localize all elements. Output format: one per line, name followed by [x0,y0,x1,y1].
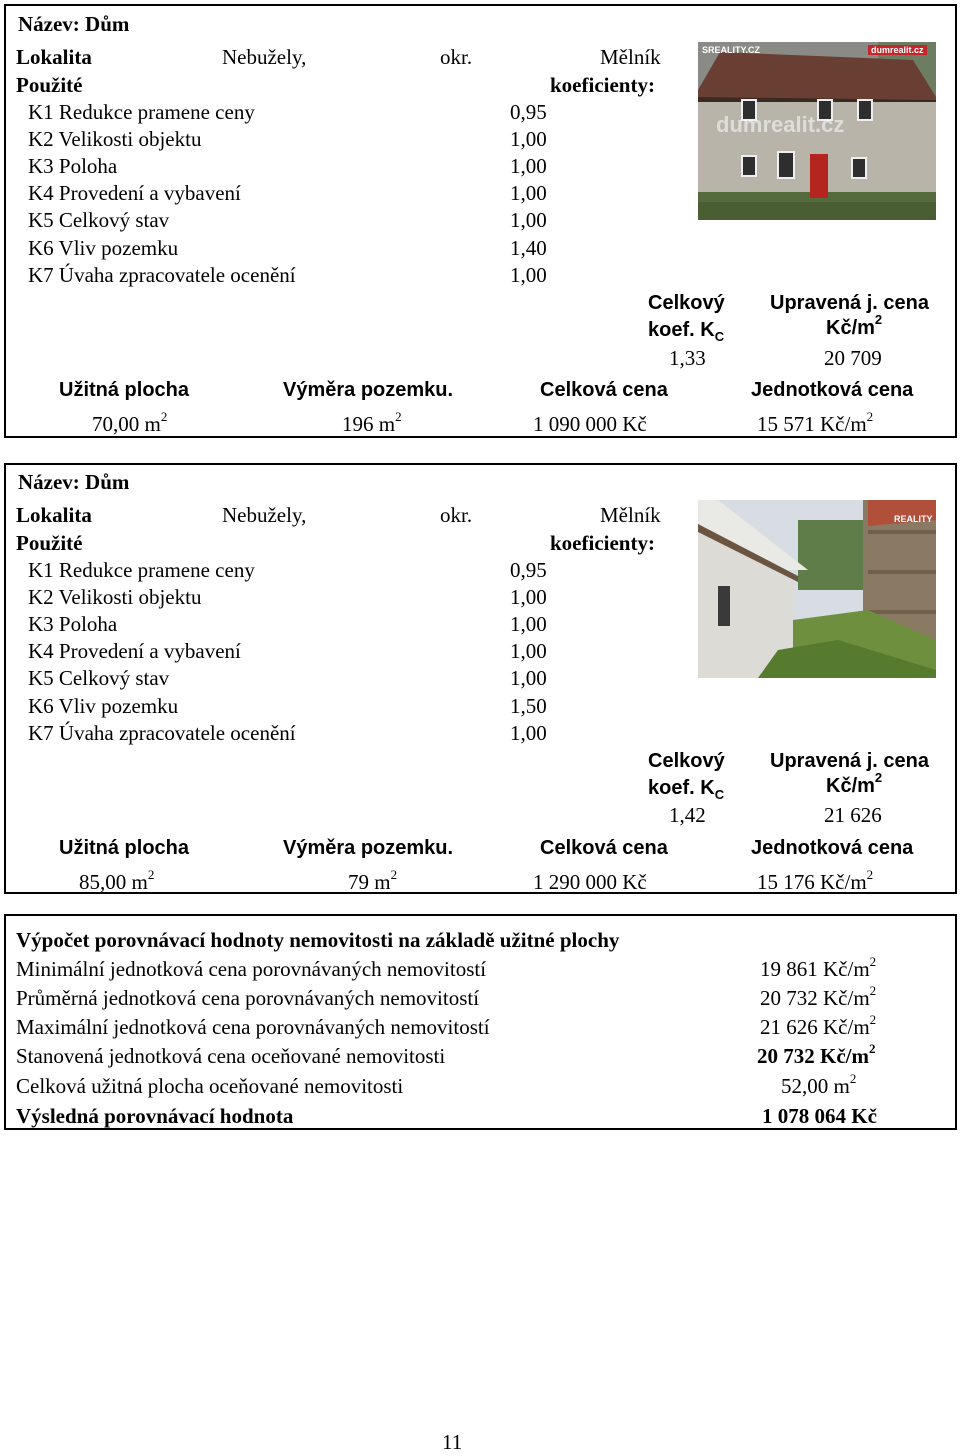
value-land-area [348,869,397,896]
total-coef-kc-text: koef. K [648,319,715,341]
coef-value-k2: 1,00 [510,585,547,609]
sup-2: 2 [395,409,402,424]
adjusted-price-label: Upravená j. cena [770,292,929,314]
coef-value-k5: 1,00 [510,208,547,232]
value-land-area-text: 79 m [348,870,391,894]
total-coef-kc-sub: C [714,329,725,344]
coef-label-k7: K7 Úvaha zpracovatele ocenění [28,263,296,287]
summary-value-min-text: 19 861 Kč/m [760,957,870,981]
coefficients-label: koeficienty: [550,531,655,555]
adjusted-price-label: Upravená j. cena [770,750,929,772]
coef-value-k1: 0,95 [510,558,547,582]
header-total-price: Celková cena [540,837,668,859]
coef-value-k7: 1,00 [510,263,547,287]
location-district-abbr: okr. [440,45,473,69]
summary-value-area-text: 52,00 m [781,1074,850,1098]
coef-label-k3: K3 Poloha [28,612,118,636]
coef-label-k4: K4 Provedení a vybavení [28,181,241,205]
summary-title: Výpočet porovnávací hodnoty nemovitosti na základě užitné plochy [16,928,620,952]
coef-label-k2: K2 Velikosti objektu [28,585,202,609]
sup-2: 2 [869,1012,877,1027]
adjusted-price-value: 21 626 [824,803,882,827]
summary-label-min: Minimální jednotková cena porovnávaných nemovitostí [16,957,487,981]
sup-2: 2 [869,954,877,969]
coef-label-k1: K1 Redukce pramene ceny [28,100,255,124]
property-title: Název: Dům [18,12,130,36]
sup-2: 2 [866,867,874,882]
location-label: Lokalita [16,45,92,69]
coef-value-k4: 1,00 [510,181,547,205]
summary-label-max: Maximální jednotková cena porovnávaných nemovitostí [16,1015,490,1039]
coef-label-k2: K2 Velikosti objektu [28,127,202,151]
header-total-price: Celková cena [540,379,668,401]
coef-label-k5: K5 Celkový stav [28,208,170,232]
property-photo-1 [698,42,936,220]
bottom-rule-1b [718,436,956,438]
coef-value-k3: 1,00 [510,154,547,178]
coef-label-k3: K3 Poloha [28,154,118,178]
coef-label-k6: K6 Vliv pozemku [28,694,179,718]
property-photo-2 [698,500,936,678]
summary-label-set: Stanovená jednotková cena oceňované nemovitosti [16,1044,446,1068]
summary-value-set [757,1043,875,1070]
result-value: 1 078 064 Kč [762,1104,877,1128]
total-coef-label: Celkový [648,750,725,772]
photo-logo-right: REALITY [894,514,933,524]
summary-value-max-text: 21 626 Kč/m [760,1015,870,1039]
value-usable-area [79,869,154,896]
total-coef-value: 1,42 [669,803,706,827]
summary-value-max [760,1014,876,1041]
adjusted-price-unit [826,770,883,799]
sup-2: 2 [866,409,874,424]
value-total-price: 1 090 000 Kč [533,412,647,436]
adjusted-price-unit [826,312,883,341]
sup-2: 2 [874,770,883,786]
photo-logo-right: dumrealit.cz [868,45,927,55]
summary-value-set-text: 20 732 Kč/m [757,1044,869,1068]
total-coef-kc [648,318,724,343]
value-usable-area-text: 85,00 m [79,870,148,894]
value-unit-price [757,411,873,438]
sup-2: 2 [147,867,155,882]
adjusted-price-unit-text: Kč/m [826,775,875,797]
total-coef-kc-sub: C [714,787,725,802]
coef-label-k7: K7 Úvaha zpracovatele ocenění [28,721,296,745]
summary-value-avg [760,985,876,1012]
location-district: Mělník [600,45,661,69]
result-label: Výsledná porovnávací hodnota [16,1104,294,1128]
location-label: Lokalita [16,503,92,527]
coef-label-k5: K5 Celkový stav [28,666,170,690]
page-number: 11 [442,1430,463,1454]
bottom-rule-1a [252,436,442,438]
adjusted-price-unit-text: Kč/m [826,317,875,339]
photo-logo-left: SREALITY.CZ [702,45,761,55]
total-coef-label: Celkový [648,292,725,314]
used-label: Použité [16,531,83,555]
location-town: Nebužely, [222,45,307,69]
coef-value-k2: 1,00 [510,127,547,151]
header-unit-price: Jednotková cena [751,379,914,401]
value-unit-price-text: 15 176 Kč/m [757,870,867,894]
coef-label-k6: K6 Vliv pozemku [28,236,179,260]
value-land-area [342,411,402,438]
sup-2: 2 [869,983,877,998]
sup-2: 2 [868,1041,876,1056]
location-district: Mělník [600,503,661,527]
adjusted-price-value: 20 709 [824,346,882,370]
coef-value-k5: 1,00 [510,666,547,690]
coefficients-label: koeficienty: [550,73,655,97]
coef-value-k3: 1,00 [510,612,547,636]
coef-value-k4: 1,00 [510,639,547,663]
coef-value-k6: 1,50 [510,694,547,718]
value-total-price: 1 290 000 Kč [533,870,647,894]
sup-2: 2 [390,867,398,882]
sup-2: 2 [874,312,883,328]
summary-value-avg-text: 20 732 Kč/m [760,986,870,1010]
yard-photo-image [698,500,936,678]
header-unit-price: Jednotková cena [751,837,914,859]
location-town: Nebužely, [222,503,307,527]
total-coef-kc [648,776,724,801]
summary-label-avg: Průměrná jednotková cena porovnávaných nemovitostí [16,986,480,1010]
coef-value-k7: 1,00 [510,721,547,745]
value-usable-area [92,411,167,438]
used-label: Použité [16,73,83,97]
photo-watermark: dumrealit.cz [716,112,845,137]
coef-label-k1: K1 Redukce pramene ceny [28,558,255,582]
header-usable-area: Užitná plocha [59,837,190,859]
total-coef-value: 1,33 [669,346,706,370]
value-unit-price [757,869,873,896]
sup-2: 2 [160,409,168,424]
value-usable-area-text: 70,00 m [92,412,161,436]
total-coef-kc-text: koef. K [648,777,715,799]
summary-value-area [781,1073,856,1100]
coef-value-k1: 0,95 [510,100,547,124]
header-usable-area: Užitná plocha [59,379,190,401]
header-land-area: Výměra pozemku. [283,379,454,401]
value-unit-price-text: 15 571 Kč/m [757,412,867,436]
sup-2: 2 [849,1071,857,1086]
value-land-area-text: 196 m [342,412,396,436]
header-land-area: Výměra pozemku. [283,837,454,859]
summary-value-min [760,956,876,983]
coef-value-k6: 1,40 [510,236,547,260]
summary-label-area: Celková užitná plocha oceňované nemovitosti [16,1074,404,1098]
location-district-abbr: okr. [440,503,473,527]
property-title: Název: Dům [18,470,130,494]
coef-label-k4: K4 Provedení a vybavení [28,639,241,663]
